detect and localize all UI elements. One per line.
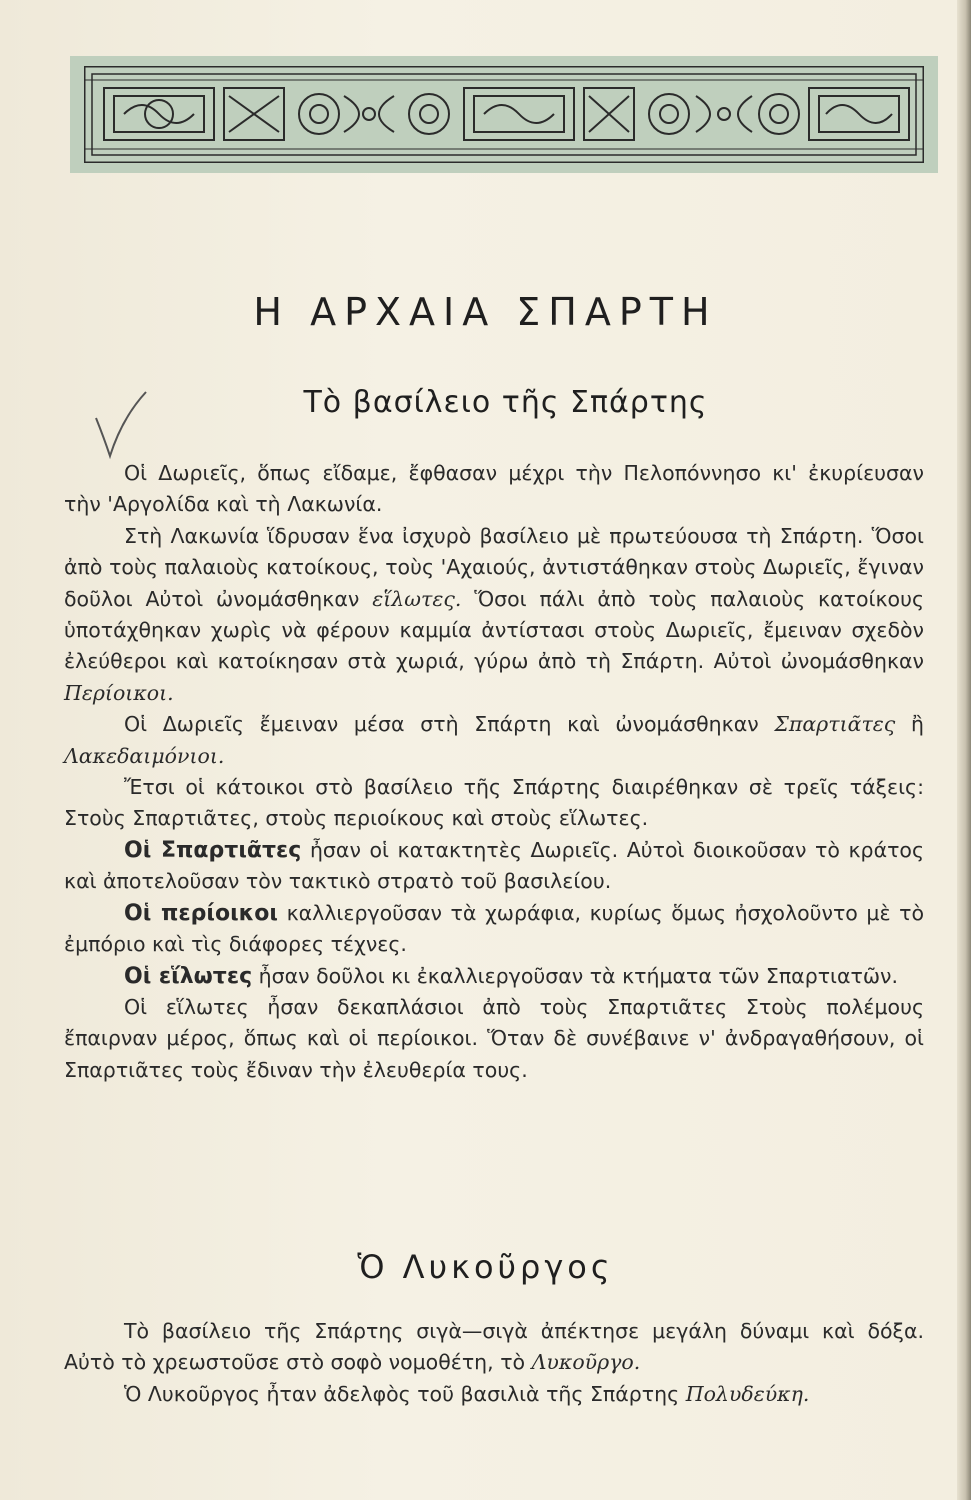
paragraph — [64, 961, 924, 992]
text-run: Οἱ Δωριεῖς ἔμειναν μέσα στὴ Σπάρτη καὶ ὠνομάσθηκαν — [124, 712, 775, 737]
page-title: Η ΑΡΧΑΙΑ ΣΠΑΡΤΗ — [253, 290, 718, 334]
italic-term: Σπαρτιᾶτες — [774, 712, 896, 737]
text-run: Ὅσοι πάλι ἀπὸ τοὺς παλαιοὺς κατοίκους ὑποτάχθηκαν χωρὶς νὰ φέρουν καμμία ἀντίστασι στοὺς Δωριεῖς, ἔμειναν σχεδὸν ἐλεύθεροι καὶ κατοίκησαν στὰ χωριά, γύρω ἀπὸ τὴ Σπάρτη. Αὐτοὶ ὠνομάσθηκαν — [64, 586, 924, 674]
text-run: Τὸ βασίλειο τῆς Σπάρτης σιγὰ—σιγὰ ἀπέκτησε μεγάλη δύναμι καὶ δόξα. Αὐτὸ τὸ χρεωστοῦσε στὸ σοφὸ νομοθέτη, τὸ — [64, 1319, 924, 1375]
italic-term: Λακεδαιμόνιοι. — [64, 743, 225, 768]
bold-term: Οἱ περίοικοι — [124, 900, 278, 926]
bold-term: Οἱ εἵλωτες — [124, 963, 253, 989]
text-run: ἦσαν δοῦλοι κι ἐκαλλιεργοῦσαν τὰ κτήματα τῶν Σπαρτιατῶν. — [252, 963, 898, 988]
paragraph — [64, 1379, 924, 1410]
section-body-kingdom — [64, 458, 924, 1086]
ornamental-banner — [70, 56, 938, 173]
paragraph — [64, 898, 924, 961]
section-heading-kingdom: Τὸ βασίλειο τῆς Σπάρτης — [303, 385, 708, 420]
paragraph: Οἱ Δωριεῖς, ὅπως εἴδαμε, ἔφθασαν μέχρι τὴν Πελοπόννησο κι' ἐκυρίευσαν τὴν 'Αργολίδα καὶ τὴ Λακωνία. — [64, 461, 924, 517]
text-run: ἢ — [895, 712, 924, 737]
section-heading-lycurgus: Ὁ Λυκοῦργος — [357, 1248, 614, 1286]
text-run: ἦσαν οἱ κατακτητὲς Δωριεῖς. Αὐτοὶ διοικοῦσαν τὸ κράτος καὶ ἀποτελοῦσαν τὸν τακτικὸ στρατὸ τοῦ βασιλείου. — [64, 837, 925, 894]
section-body-lycurgus — [64, 1316, 924, 1410]
text-run: καλλιεργοῦσαν τὰ χωράφια, κυρίως ὅμως ἠσχολοῦντο μὲ τὸ ἐμπόριο καὶ τὶς διάφορες τέχνες. — [64, 900, 925, 957]
italic-term: Περίοικοι. — [64, 680, 174, 705]
paragraph: Ἔτσι οἱ κάτοικοι στὸ βασίλειο τῆς Σπάρτης διαιρέθηκαν σὲ τρεῖς τάξεις: Στοὺς Σπαρτιᾶτες, στοὺς περιοίκους καὶ στοὺς εἵλωτες. — [64, 775, 924, 831]
ornament-pattern — [84, 66, 924, 163]
italic-term: εἵλωτες. — [372, 586, 462, 611]
paragraph — [64, 1316, 924, 1379]
paragraph — [64, 521, 924, 709]
page-edge-shadow — [957, 0, 971, 1500]
paragraph — [64, 709, 924, 772]
italic-term: Πολυδεύκη. — [685, 1381, 810, 1406]
paragraph: Οἱ εἵλωτες ἦσαν δεκαπλάσιοι ἀπὸ τοὺς Σπαρτιᾶτες Στοὺς πολέμους ἔπαιρναν μέρος, ὅπως καὶ οἱ περίοικοι. Ὅταν δὲ συνέβαινε ν' ἀνδραγαθήσουν, οἱ Σπαρτιᾶτες τοὺς ἔδιναν τὴν ἐλευθερία τους. — [64, 994, 924, 1082]
italic-term: Λυκοῦργο. — [531, 1350, 641, 1375]
paragraph — [64, 835, 924, 898]
bold-term: Οἱ Σπαρτιᾶτες — [124, 837, 302, 863]
text-run: Ὁ Λυκοῦργος ἦταν ἀδελφὸς τοῦ βασιλιὰ τῆς Σπάρτης — [124, 1381, 686, 1406]
text-run: Στὴ Λακωνία ἵδρυσαν ἕνα ἰσχυρὸ βασίλειο μὲ πρωτεύουσα τὴ Σπάρτη. Ὅσοι ἀπὸ τοὺς παλαιοὺς κατοίκους, τοὺς 'Αχαιούς, ἀντιστάθηκαν στοὺς Δωριεῖς, ἔγιναν δοῦλοι Αὐτοὶ ὠνομάσθηκαν — [64, 523, 924, 611]
